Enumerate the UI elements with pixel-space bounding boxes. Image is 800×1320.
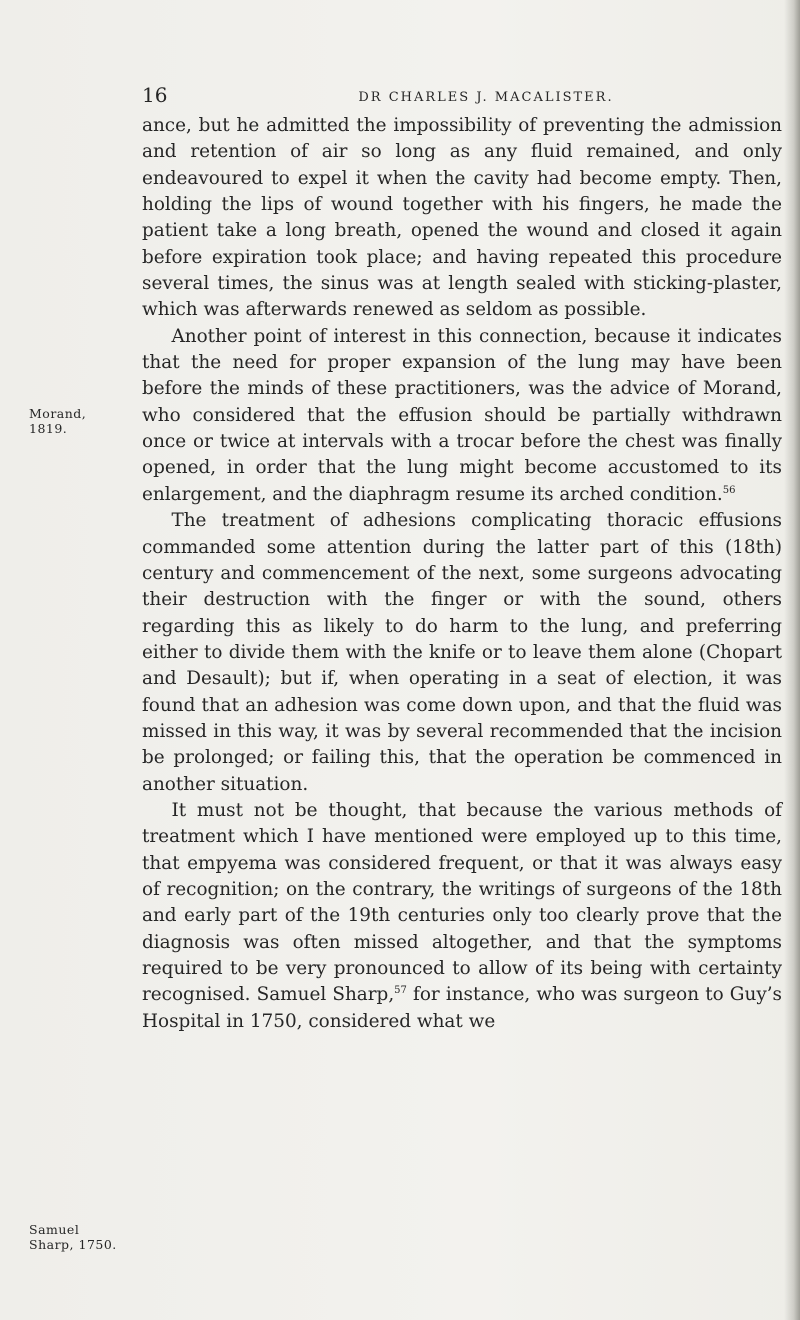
margin-note-line: Sharp, 1750.	[29, 1237, 117, 1252]
paragraph-text: It must not be thought, that because the various methods of treatment which I have mentioned were employed up to this time, that empyema was considered frequent, or that it was always easy of recognition; on the contrary, the writings of surgeons of the 18th and early part of the 19th centuries only too clearly prove that the diagnosis was often missed altogether, and that the symptoms required to be very pronounced to allow of its being with certainty recognised. Samuel Sharp,	[142, 799, 782, 1006]
page-number: 16	[142, 83, 168, 107]
paragraph	[142, 113, 782, 324]
paragraph	[142, 798, 782, 1035]
footnote-marker: 57	[394, 985, 407, 997]
page-header	[142, 84, 782, 114]
paragraph-text: The treatment of adhesions complicating thoracic effusions commanded some attention during the latter part of this (18th) century and commencement of the next, some surgeons advocating their destruction with the finger or with the sound, others regarding this as likely to do harm to the lung, and preferring either to divide them with the knife or to leave them alone (Chopart and Desault); but if, when operating in a seat of election, it was found that an adhesion was come down upon, and that the fluid was missed in this way, it was by several recommended that the incision be prolonged; or failing this, that the operation be commenced in another situation.	[142, 510, 782, 795]
paragraph-text: Another point of interest in this connection, because it indicates that the need for proper expansion of the lung may have been before the minds of these practitioners, was the advice of Morand, who considered that the effusion should be partially withdrawn once or twice at intervals with a trocar before the chest was finally opened, in order that the lung might become accustomed to its enlargement, and the diaphragm resume its arched condition.	[142, 325, 782, 505]
running-head: DR CHARLES J. MACALISTER.	[358, 90, 614, 105]
paragraph	[142, 324, 782, 508]
body-text	[142, 113, 782, 1035]
margin-note-samuel-sharp	[29, 1222, 139, 1252]
footnote-marker: 56	[722, 484, 736, 496]
margin-note-line: Morand,	[29, 406, 87, 421]
page-edge-shadow	[784, 0, 800, 1320]
paragraph-text: for instance, who was surgeon to Guy’s Hospital in 1750, considered what we	[142, 984, 782, 1032]
paragraph-text: ance, but he admitted the impossibility of preventing the admission and retention of air so long as any fluid remained, and only endeavoured to expel it when the cavity had become empty. Then, holding the lips of wound together with his fingers, he made the patient take a long breath, opened the wound and closed it again before expiration took place; and having repeated this procedure several times, the sinus was at length sealed with sticking-plaster, which was afterwards renewed as seldom as possible.	[142, 115, 782, 321]
margin-note-line: Samuel	[29, 1222, 80, 1237]
paragraph	[142, 508, 782, 798]
margin-note-line: 1819.	[29, 421, 68, 436]
margin-note-morand	[29, 406, 139, 436]
